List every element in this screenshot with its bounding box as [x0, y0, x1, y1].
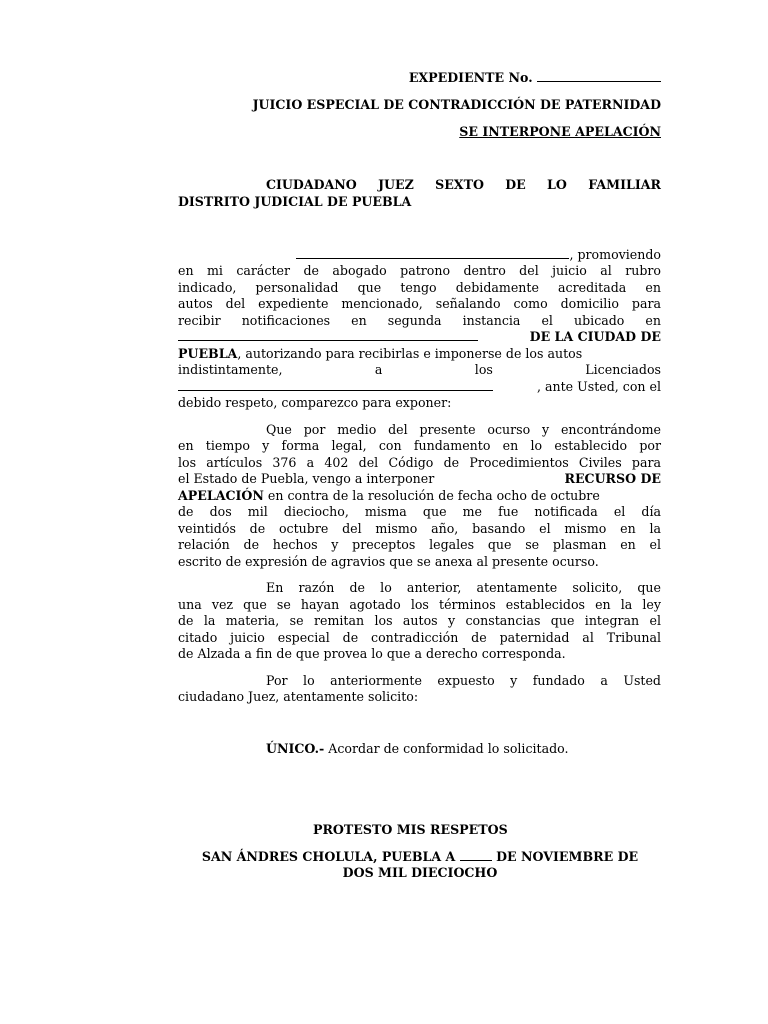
p2-line3: los artículos 376 a 402 del Código de Procedimientos Civiles para [178, 455, 661, 470]
unico-line [266, 741, 661, 757]
promovente-blank [296, 247, 569, 259]
protesto-line: PROTESTO MIS RESPETOS [313, 822, 508, 837]
p4-line1: Por lo anteriormente expuesto y fundado a Usted [266, 673, 661, 688]
p3-line5: de Alzada a fin de que provea lo que a derecho corresponda. [178, 646, 566, 661]
p3-line1: En razón de lo anterior, atentamente solicito, que [266, 580, 661, 595]
p2-apelacion: APELACIÓN [178, 488, 264, 503]
p1-text6: DE LA CIUDAD DE [529, 329, 661, 344]
p2-line6: de dos mil dieciocho, misma que me fue notificada el día [178, 504, 661, 519]
p2-line1: Que por medio del presente ocurso y encontrándome [266, 422, 661, 437]
p1-puebla: PUEBLA [178, 346, 238, 361]
p1-line3: indicado, personalidad que tengo debidamente acreditada en [178, 280, 661, 295]
p2-recurso: RECURSO DE [564, 471, 661, 486]
p2-text5: en contra de la resolución de fecha ocho de octubre [263, 488, 600, 503]
p1-text7: , autorizando para recibirlas e imponerse de los autos [237, 346, 583, 361]
juicio-title: JUICIO ESPECIAL DE CONTRADICCIÓN DE PATERNIDAD [252, 97, 661, 112]
p1-line10: debido respeto, comparezco para exponer: [178, 395, 452, 410]
addressee-line1: CIUDADANO JUEZ SEXTO DE LO FAMILIAR [266, 177, 661, 192]
p1-line8: indistintamente, a los Licenciados [178, 362, 661, 377]
p2-line4 [178, 471, 661, 487]
p1-line7 [178, 346, 661, 362]
unico-text: Acordar de conformidad lo solicitado. [324, 741, 569, 756]
p1-line1 [178, 247, 661, 263]
place-date-line1 [170, 849, 670, 865]
p2-line7: veintidós de octubre del mismo año, basando el mismo en la [178, 521, 661, 536]
p2-line2: en tiempo y forma legal, con fundamento en lo establecido por [178, 438, 661, 453]
p3-line4: citado juicio especial de contradicción de paternidad al Tribunal [178, 630, 661, 645]
expediente-line [178, 70, 661, 86]
place-suffix: DE NOVIEMBRE DE [496, 849, 639, 864]
p1-line4: autos del expediente mencionado, señalando como domicilio para [178, 296, 661, 311]
interpone-title: SE INTERPONE APELACIÓN [459, 124, 661, 139]
p3-line2: una vez que se hayan agotado los términos establecidos en la ley [178, 597, 661, 612]
addressee-line2: DISTRITO JUDICIAL DE PUEBLA [178, 194, 412, 209]
domicilio-blank [178, 329, 478, 341]
p1-line9 [178, 379, 661, 395]
expediente-label: EXPEDIENTE No. [408, 70, 533, 85]
place-date-line2: DOS MIL DIECIOCHO [342, 865, 498, 880]
p1-line6 [178, 329, 661, 345]
p2-text4: el Estado de Puebla, vengo a interponer [178, 471, 435, 486]
p1-text1: , promoviendo [569, 247, 661, 262]
p1-line5: recibir notificaciones en segunda instancia el ubicado en [178, 313, 661, 328]
p3-line3: de la materia, se remitan los autos y constancias que integran el [178, 613, 661, 628]
p4-line2: ciudadano Juez, atentamente solicito: [178, 689, 419, 704]
p2-line5 [178, 488, 661, 504]
p1-text9: , ante Usted, con el [536, 379, 661, 394]
expediente-blank [537, 70, 661, 82]
p1-line2: en mi carácter de abogado patrono dentro del juicio al rubro [178, 263, 661, 278]
unico-label: ÚNICO.- [266, 741, 325, 756]
licenciados-blank [178, 379, 493, 391]
day-blank [460, 849, 492, 861]
p2-line8: relación de hechos y preceptos legales que se plasman en el [178, 537, 661, 552]
p2-line9: escrito de expresión de agravios que se anexa al presente ocurso. [178, 554, 599, 569]
place-prefix: SAN ÁNDRES CHOLULA, PUEBLA A [201, 849, 456, 864]
